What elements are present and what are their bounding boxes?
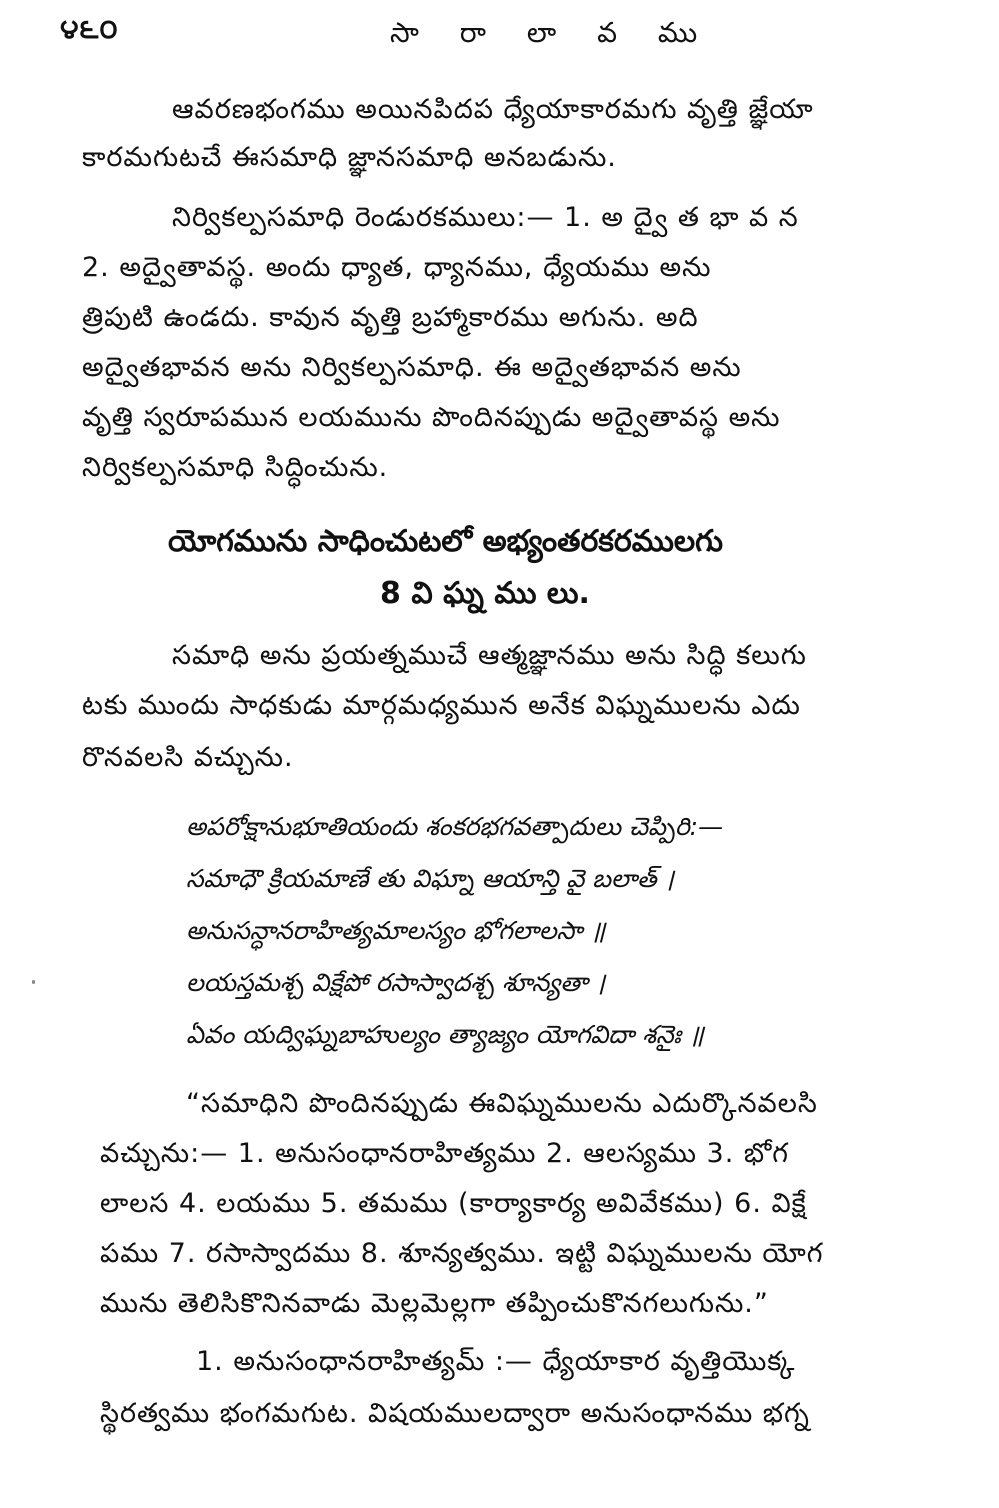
para4-line-1: “సమాధిని పొందినప్పుడు ఈవిఘ్నములను ఎదుర్కొనవలసి <box>186 1088 818 1119</box>
running-head: సా రా లా వ ము <box>390 16 714 49</box>
verse-intro: అపరోక్షానుభూతియందు శంకరభగవత్పాదులు చెప్పిరి:— <box>186 812 724 841</box>
para1-line-2: కారమగుటచే ఈసమాధి జ్ఞానసమాధి అనబడును. <box>82 142 617 173</box>
para2-line-2: 2. అద్వైతావస్థ. అందు ధ్యాత, ధ్యానము, ధ్యేయము అను <box>82 252 712 283</box>
scan-speck <box>32 980 35 984</box>
para4-line-2: వచ్చును:— 1. అనుసంధానరాహిత్యము 2. ఆలస్యము 3. భోగ <box>100 1138 790 1169</box>
para1-line-1: ఆవరణభంగము అయినపిదప ధ్యేయాకారమగు వృత్తి జ్ఞేయా <box>172 94 814 125</box>
para2-line-5: వృత్తి స్వరూపమున లయమును పొందినప్పుడు అద్వైతావస్థ అను <box>82 402 781 433</box>
section-heading-line-1: యోగమును సాధించుటలో అభ్యంతరకరములగు <box>168 524 723 559</box>
verse-line-4: ఏవం యద్విఘ్నబాహుల్యం త్యాజ్యం యోగవిదా శనైః ॥ <box>186 1020 704 1049</box>
section-heading-line-2: 8 వి ఘ్న ము లు. <box>380 576 590 611</box>
para5-line-2: స్థిరత్వము భంగమగుట. విషయములద్వారా అనుసంధానము భగ్న <box>100 1398 810 1429</box>
page-number: ౪౬౦ <box>60 14 119 45</box>
para4-line-5: మును తెలిసికొనినవాడు మెల్లమెల్లగా తప్పించుకొనగలుగును.” <box>100 1288 769 1319</box>
para4-line-4: పము 7. రసాస్వాదము 8. శూన్యత్వము. ఇట్టి విఘ్నములను యోగ <box>100 1238 824 1269</box>
verse-line-3: లయస్తమశ్చ విక్షేపో రసాస్వాదశ్చ శూన్యతా । <box>186 968 606 997</box>
para2-line-4: అద్వైతభావన అను నిర్వికల్పసమాధి. ఈ అద్వైతభావన అను <box>82 352 742 383</box>
para3-line-2: టకు ముందు సాధకుడు మార్గమధ్యమున అనేక విఘ్నములను ఎదు <box>82 690 801 721</box>
para2-line-6: నిర్వికల్పసమాధి సిద్ధించును. <box>82 452 389 483</box>
verse-line-1: సమాధౌ క్రియమాణే తు విఘ్నా ఆయాన్తి వై బలాత్ । <box>186 864 675 893</box>
para2-line-3: త్రిపుటి ఉండదు. కావున వృత్తి బ్రహ్మాకారము అగును. అది <box>82 302 699 333</box>
para3-line-1: సమాధి అను ప్రయత్నముచే ఆత్మజ్ఞానము అను సిద్ధి కలుగు <box>172 640 807 671</box>
para4-line-3: లాలస 4. లయము 5. తమము (కార్యాకార్య అవివేకము) 6. విక్షే <box>100 1188 807 1219</box>
para5-line-1: 1. అనుసంధానరాహిత్యమ్ :— ధ్యేయాకార వృత్తియొక్క <box>196 1346 796 1377</box>
para2-line-1: నిర్వికల్పసమాధి రెండురకములు:— 1. అ ద్వై త భా వ న <box>172 202 799 233</box>
para3-line-3: రొనవలసి వచ్చును. <box>82 742 294 773</box>
verse-line-2: అనుసన్ధానరాహిత్యమాలస్యం భోగలాలసా ॥ <box>186 916 606 945</box>
